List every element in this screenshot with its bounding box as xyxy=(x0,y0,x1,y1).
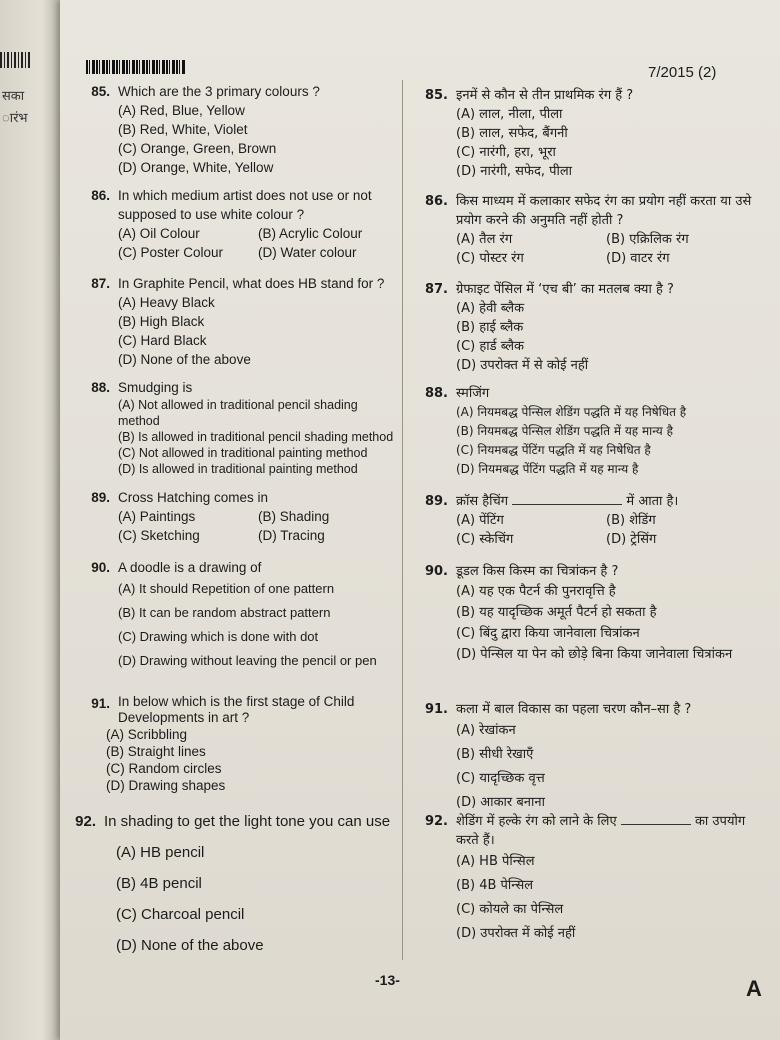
option-d: (D) उपरोक्त में से कोई नहीं xyxy=(456,358,589,373)
option-d: (D) None of the above xyxy=(116,937,264,954)
question-number: 87. xyxy=(91,276,110,291)
question-88-hi xyxy=(414,384,754,479)
option-b: (B) हाई ब्लैक xyxy=(456,320,524,335)
question-text: कला में बाल विकास का पहला चरण कौन–सा है ? xyxy=(456,702,692,717)
question-text: स्मजिंग xyxy=(456,386,490,401)
question-text: Which are the 3 primary colours ? xyxy=(118,84,320,99)
option-d: (D) आकार बनाना xyxy=(456,795,545,810)
question-text: A doodle is a drawing of xyxy=(118,560,262,575)
question-88-en xyxy=(76,378,396,477)
option-b: (B) Shading xyxy=(258,509,330,524)
question-number: 91. xyxy=(91,696,110,711)
option-c: (C) Orange, Green, Brown xyxy=(118,141,277,156)
option-a: (A) Red, Blue, Yellow xyxy=(118,103,245,118)
option-b: (B) High Black xyxy=(118,314,205,329)
question-85-hi xyxy=(414,86,754,181)
option-b: (B) Straight lines xyxy=(106,744,206,759)
question-text-continued: का उपयोग करते हैं। xyxy=(456,814,746,848)
option-c: (C) नारंगी, हरा, भूरा xyxy=(456,145,556,160)
option-c: (C) Poster Colour xyxy=(118,245,224,260)
option-b: (B) सीधी रेखाएँ xyxy=(456,747,534,762)
option-a: (A) HB पेन्सिल xyxy=(456,854,535,869)
option-c: (C) हार्ड ब्लैक xyxy=(456,339,525,354)
question-text: In shading to get the light tone you can use xyxy=(104,813,391,830)
option-b: (B) Acrylic Colour xyxy=(258,226,363,241)
option-c: (C) कोयले का पेन्सिल xyxy=(456,902,564,917)
question-text: किस माध्यम में कलाकार सफेद रंग का प्रयोग नहीं करता या उसे प्रयोग करने की अनुमति नहीं होती ? xyxy=(456,194,752,228)
question-number: 92. xyxy=(424,814,448,829)
option-d: (D) पेन्सिल या पेन को छोड़े बिना किया जानेवाला चित्रांकन xyxy=(456,647,733,662)
option-a: (A) Heavy Black xyxy=(118,295,215,310)
option-a: (A) हेवी ब्लैक xyxy=(456,301,525,316)
exam-page xyxy=(60,0,780,1040)
option-b: (B) Is allowed in traditional pencil shading method xyxy=(118,430,394,444)
question-number: 88. xyxy=(91,380,110,395)
question-number: 92. xyxy=(75,813,96,830)
question-number: 85. xyxy=(91,84,110,99)
option-d: (D) Is allowed in traditional painting method xyxy=(118,462,358,476)
question-number: 86. xyxy=(91,188,110,203)
option-c: (C) बिंदु द्वारा किया जानेवाला चित्रांकन xyxy=(456,626,640,641)
question-86-hi xyxy=(414,192,754,268)
column-divider xyxy=(402,80,403,960)
option-b: (B) एक्रिलिक रंग xyxy=(606,232,689,247)
question-90-hi xyxy=(414,562,754,665)
question-85-en xyxy=(76,82,396,177)
question-87-hi xyxy=(414,280,754,375)
option-c: (C) पोस्टर रंग xyxy=(456,251,524,266)
option-d: (D) वाटर रंग xyxy=(606,251,670,266)
adjacent-page-edge xyxy=(0,0,60,1040)
booklet-set-letter: A xyxy=(746,976,762,1001)
question-90-en xyxy=(76,558,396,673)
question-text: Smudging is xyxy=(118,380,193,395)
answer-blank xyxy=(621,824,691,825)
option-c: (C) Drawing which is done with dot xyxy=(118,629,319,644)
question-text: Cross Hatching comes in xyxy=(118,490,269,505)
option-a: (A) Paintings xyxy=(118,509,196,524)
question-text: In Graphite Pencil, what does HB stand for ? xyxy=(118,276,385,291)
option-d: (D) Drawing shapes xyxy=(106,778,226,793)
option-a: (A) रेखांकन xyxy=(456,723,516,738)
option-c: (C) यादृच्छिक वृत्त xyxy=(456,771,545,786)
question-89-en xyxy=(76,488,396,545)
question-number: 86. xyxy=(424,194,448,209)
question-86-en xyxy=(76,186,396,262)
paper-code: 7/2015 (2) xyxy=(648,64,717,81)
option-b: (B) It can be random abstract pattern xyxy=(118,605,331,620)
option-d: (D) Orange, White, Yellow xyxy=(118,160,274,175)
option-a: (A) यह एक पैटर्न की पुनरावृत्ति है xyxy=(456,584,616,599)
adjacent-page-fragment: सका xyxy=(2,89,25,104)
option-a: (A) Scribbling xyxy=(106,727,188,742)
barcode-fragment xyxy=(0,52,32,68)
adjacent-page-fragment: ारंभ xyxy=(2,111,28,126)
question-number: 91. xyxy=(424,702,448,717)
question-91-en xyxy=(76,694,396,794)
question-number: 89. xyxy=(91,490,110,505)
option-c: (C) Charcoal pencil xyxy=(116,906,245,923)
answer-blank xyxy=(512,504,622,505)
question-87-en xyxy=(76,274,396,369)
option-d: (D) नारंगी, सफेद, पीला xyxy=(456,164,573,179)
option-a: (A) नियमबद्ध पेन्सिल शेडिंग पद्धति में यह निषेधित है xyxy=(456,405,687,419)
barcode xyxy=(86,60,186,74)
option-c: (C) Hard Black xyxy=(118,333,207,348)
option-a: (A) HB pencil xyxy=(116,844,205,861)
page-number: -13- xyxy=(375,972,400,988)
question-number: 90. xyxy=(91,560,110,575)
question-89-hi xyxy=(414,492,754,549)
question-91-hi xyxy=(414,700,754,815)
option-c: (C) Not allowed in traditional painting method xyxy=(118,446,368,460)
question-text: शेडिंग में हल्के रंग को लाने के लिए xyxy=(456,814,617,829)
question-text: क्रॉस हैचिंग xyxy=(456,494,509,509)
option-d: (D) नियमबद्ध पेंटिंग पद्धति में यह मान्य है xyxy=(456,462,639,476)
option-d: (D) Tracing xyxy=(258,528,325,543)
option-b: (B) यह यादृच्छिक अमूर्त पैटर्न हो सकता है xyxy=(456,605,657,620)
question-number: 90. xyxy=(424,564,448,579)
option-d: (D) None of the above xyxy=(118,352,251,367)
option-a: (A) It should Repetition of one pattern xyxy=(118,581,335,596)
option-d: (D) Drawing without leaving the pencil or pen xyxy=(118,653,377,668)
option-b: (B) 4B पेन्सिल xyxy=(456,878,534,893)
question-number: 88. xyxy=(424,386,448,401)
question-text-continued: में आता है। xyxy=(626,494,679,509)
question-92-hi xyxy=(414,812,754,946)
option-c: (C) स्केचिंग xyxy=(456,532,514,547)
option-b: (B) Red, White, Violet xyxy=(118,122,248,137)
option-c: (C) Sketching xyxy=(118,528,200,543)
option-d: (D) ट्रेसिंग xyxy=(606,532,657,547)
question-text: In which medium artist does not use or not supposed to use white colour ? xyxy=(118,188,372,222)
option-a: (A) Oil Colour xyxy=(118,226,200,241)
option-d: (D) Water colour xyxy=(258,245,357,260)
option-b: (B) शेडिंग xyxy=(606,513,656,528)
option-a: (A) तैल रंग xyxy=(456,232,513,247)
question-text: ग्रेफाइट पेंसिल में ‘एच बी’ का मतलब क्या है ? xyxy=(456,282,674,297)
option-c: (C) नियमबद्ध पेंटिंग पद्धति में यह निषेधित है xyxy=(456,443,651,457)
question-text: इनमें से कौन से तीन प्राथमिक रंग हैं ? xyxy=(456,88,634,103)
question-text: In below which is the first stage of Child Developments in art ? xyxy=(118,694,355,725)
option-a: (A) लाल, नीला, पीला xyxy=(456,107,563,122)
option-a: (A) पेंटिंग xyxy=(456,513,504,528)
option-a: (A) Not allowed in traditional pencil shading method xyxy=(118,398,358,428)
question-number: 89. xyxy=(424,494,448,509)
question-number: 87. xyxy=(424,282,448,297)
option-b: (B) लाल, सफेद, बैंगनी xyxy=(456,126,568,141)
option-c: (C) Random circles xyxy=(106,761,222,776)
option-b: (B) 4B pencil xyxy=(116,875,202,892)
question-92-en xyxy=(62,806,402,961)
question-text: डूडल किस किस्म का चित्रांकन है ? xyxy=(456,564,619,579)
option-b: (B) नियमबद्ध पेन्सिल शेडिंग पद्धति में यह मान्य है xyxy=(456,424,673,438)
question-number: 85. xyxy=(424,88,448,103)
option-d: (D) उपरोक्त में कोई नहीं xyxy=(456,926,576,941)
